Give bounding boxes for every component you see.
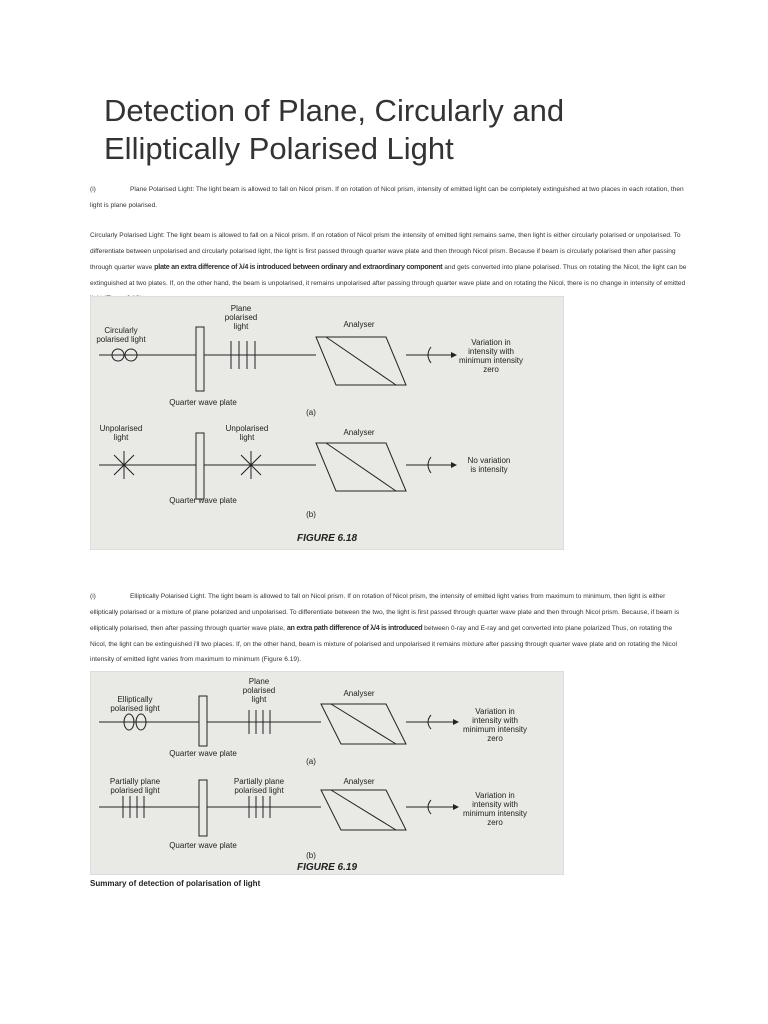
fig618-a-input-label-2: polarised light <box>96 335 146 344</box>
fig618-b-sublabel: (b) <box>306 510 316 519</box>
fig619-a-input-label-1: Elliptically <box>117 695 153 704</box>
fig618-b-mid-label-2: light <box>239 433 255 442</box>
fig618-a-mid-label-3: light <box>233 322 249 331</box>
list-number: (i) <box>90 593 96 600</box>
quarter-wave-plate-icon <box>199 780 207 836</box>
fig619-b-mid-label-1: Partially plane <box>233 777 285 786</box>
arrow-right-icon <box>451 352 457 358</box>
fig619-b-output-4: zero <box>487 818 503 827</box>
arrow-right-icon <box>453 804 459 810</box>
arrow-right-icon <box>451 462 457 468</box>
fig618-a-mid-label-1: Plane <box>230 304 252 313</box>
fig618-a-mid-label-2: polarised <box>224 313 258 322</box>
summary-heading: Summary of detection of polarisation of light <box>90 879 261 888</box>
list-number: (i) <box>90 186 96 193</box>
fig618-b-analyser-label: Analyser <box>343 428 375 437</box>
quarter-wave-plate-icon <box>196 327 204 391</box>
fig618-a-output-3: minimum intensity <box>458 356 524 365</box>
fig618-a-output-1: Variation in <box>471 338 511 347</box>
fig618-a-output-4: zero <box>483 365 499 374</box>
paragraph-text: Plane Polarised Light: The light beam is allowed to fall on Nicol prism. If on rotation of Nicol prism, intensity of emitted light can be completely extinguished at two places in each rotation, then light is plane polarised. <box>90 186 684 209</box>
paragraph-circularly-polarised <box>90 228 690 307</box>
fig618-b-output-2: is intensity <box>470 465 508 474</box>
arrow-right-icon <box>453 719 459 725</box>
fig619-a-mid-label-2: polarised <box>242 686 276 695</box>
fig618-b-qwp-label: Quarter wave plate <box>169 496 237 505</box>
paragraph-text-inserted: plate an extra difference of λ/4 is introduced between ordinary and extraordinary component <box>154 262 443 271</box>
fig619-a-qwp-label: Quarter wave plate <box>169 749 237 758</box>
fig618-a-qwp-label: Quarter wave plate <box>169 398 237 407</box>
paragraph-plane-polarised <box>90 182 690 213</box>
fig618-a-input-label-1: Circularly <box>104 326 138 335</box>
unpolarised-light-icon <box>110 451 138 479</box>
fig619-a-mid-label-3: light <box>251 695 267 704</box>
paragraph-text: Elliptically Polarised Light. The light beam is allowed to fall on Nicol prism. If on rotation of Nicol prism, the intensity of emitted light varies from maximum to minimum, then light is either elliptically polarised or a mixture of plane polarized and unpolarised. To differentiate between the two, the light is first passed through quarter wave plate and then through Nicol prism. Because, if beam is elliptically polarised, then after passing through quarter wave plate, <box>90 593 680 632</box>
quarter-wave-plate-icon <box>196 433 204 499</box>
fig619-a-output-3: minimum intensity <box>462 725 528 734</box>
fig618-a-output-2: intensity with <box>468 347 514 356</box>
fig618-b-input-label-2: light <box>113 433 129 442</box>
paragraph-text: and gets converted into plane polarised. Thus on rotating the Nicol, the light can be extinguished at two plates. If, on the other hand, the beam is unpolarised, it remains unpolarised after passing through quarter wave plate and on rotating the Nicol, there is no change in intensity of emitted <box>90 264 687 287</box>
figure-6-18 <box>90 296 564 550</box>
fig618-b-output-1: No variation <box>467 456 511 465</box>
fig619-a-mid-label-1: Plane <box>248 677 270 686</box>
fig618-b-mid-label-1: Unpolarised <box>225 424 269 433</box>
fig619-b-input-label-2: polarised light <box>110 786 160 795</box>
fig619-b-qwp-label: Quarter wave plate <box>169 841 237 850</box>
fig619-a-input-label-2: polarised light <box>110 704 160 713</box>
page-title: Detection of Plane, Circularly and Elliptically Polarised Light <box>104 93 565 166</box>
fig619-b-output-1: Variation in <box>475 791 515 800</box>
fig618-caption: FIGURE 6.18 <box>296 533 358 544</box>
fig619-a-sublabel: (a) <box>306 757 316 766</box>
figure-6-19 <box>90 671 564 875</box>
fig619-a-analyser-label: Analyser <box>343 689 375 698</box>
paragraph-text: between 0-ray and E-ray and get converted into plane polarized Thus, on rotating the Nicol, the light can be extinguished i'll two places. If, on the other hand, beam is mixture of polarised and unpolarised it remains mixture after passing through quarter wave plate and on rotating the Nicol intensity of emitted light varies from maximum to minimum (Figure 6.19). <box>90 625 677 663</box>
fig618-a-sublabel: (a) <box>306 408 316 417</box>
quarter-wave-plate-icon <box>199 696 207 746</box>
fig619-b-input-label-1: Partially plane <box>109 777 161 786</box>
fig619-a-output-1: Variation in <box>475 707 515 716</box>
fig619-b-analyser-label: Analyser <box>343 777 375 786</box>
fig619-caption: FIGURE 6.19 <box>296 862 358 873</box>
fig618-b-input-label-1: Unpolarised <box>99 424 143 433</box>
fig619-b-mid-label-2: polarised light <box>234 786 284 795</box>
paragraph-text-inserted: an extra path difference of λ/4 is introduced <box>286 623 423 632</box>
fig619-b-sublabel: (b) <box>306 851 316 860</box>
fig618-a-analyser-label: Analyser <box>343 320 375 329</box>
fig619-a-output-2: intensity with <box>472 716 518 725</box>
paragraph-text: Circularly Polarised Light: The light beam is allowed to fall on a Nicol prism. If on rotation of Nicol prism the intensity of emitted light remains same, then light is either circularly polarised or unpolarised. To differentiate between unpolarised and circularly polarised light, the light is first passed through quarter wave plate and then through Nicol prism. Because if beam is circularly polarised then after passing through quarter wave <box>90 232 681 271</box>
fig619-b-output-3: minimum intensity <box>462 809 528 818</box>
fig619-b-output-2: intensity with <box>472 800 518 809</box>
fig619-a-output-4: zero <box>487 734 503 743</box>
paragraph-elliptically-polarised <box>90 589 690 668</box>
unpolarised-light-icon <box>237 451 265 479</box>
